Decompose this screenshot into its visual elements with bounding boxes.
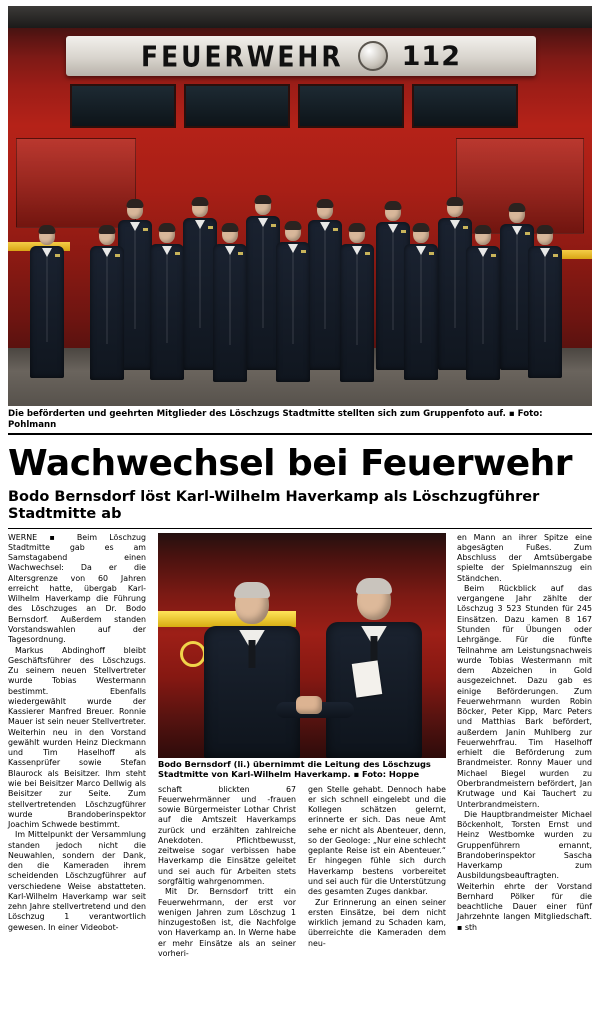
person — [308, 200, 342, 370]
divider-thin — [8, 528, 592, 529]
truck-light-icon — [180, 641, 206, 667]
caption-text: Die beförderten und geehrten Mitglieder des Löschzugs Stadtmitte stellten sich zum Gruppenfoto auf. — [8, 409, 506, 419]
person — [213, 224, 247, 382]
divider-thick — [8, 433, 592, 435]
page-subtitle: Bodo Bernsdorf löst Karl-Wilhelm Haverkamp als Löschzugführer Stadtmitte ab — [8, 489, 540, 522]
banner-number-label: 112 — [401, 40, 461, 72]
person — [340, 224, 374, 382]
person — [466, 226, 500, 380]
paragraph: Im Mittelpunkt der Versammlung standen jedoch nicht die Neuwahlen, sondern der Dank, den die Kameraden ihrem scheidenden Löschzugführer auf verschiedene Weise abstatteten. Karl-Wilhelm Haverkamp war seit zehn Jahre stellvertretend und den Löschzug 1 verantwortlich gewesen. In einer Videobot- — [8, 830, 146, 932]
column-4 — [457, 533, 592, 933]
head — [235, 584, 269, 624]
person — [246, 196, 280, 370]
person — [404, 224, 438, 380]
banner-word-label: FEUERWEHR — [141, 39, 344, 73]
person — [90, 226, 124, 380]
person — [30, 226, 64, 378]
paragraph: Mit Dr. Bernsdorf tritt ein Feuerwehrmann, der erst vor wenigen Jahren zum Löschzug 1 hinzugestoßen ist, die Nachfolge von Haverkamp an. In Werne habe er mehr Einsätze als an seiner vorheri- — [158, 887, 296, 958]
person — [528, 226, 562, 378]
column-3 — [308, 785, 446, 949]
paragraph: schaft blickten 67 Feuerwehrmänner und -frauen sowie Bürgermeister Lothar Christ auf die Amtszeit Haverkamps zurück und erzählten zahlreiche Anekdoten. Pflichtbewusst, zeitweise sogar verbissen habe Haverkamp die Einsätze geleitet und sei auch für Arbeiten stets sorgfältig wahrgenommen. — [158, 784, 296, 886]
photo-credit: ▪ Foto: Pohlmann — [8, 409, 543, 430]
paragraph: WERNE ▪ Beim Löschzug Stadtmitte gab es am Samstagabend einen Wachwechsel: Da er die Altersgrenze von 60 Jahren erreicht hatte, übergab Karl-Wilhelm Haverkamp die Führung des Löschzuges an Dr. Bodo Bernsdorf. Außerdem standen Vorstandswahlen auf der Tagesordnung. — [8, 532, 146, 645]
paragraph: Markus Abdinghoff bleibt Geschäftsführer des Löschzugs. Zu seinem neuen Stellvertreter wurde Tobias Westermann bestimmt. Ebenfalls wiedergewählt wurde der Kassierer Manfred Breuer. Ronnie Mauer ist sein neuer Stellvertreter. Weiterhin neu in den Vorstand gewählt wurden Heinz Dieckmann und Tim Haselhoff als Kassenprüfer sowie Stefan Blaurock als Beisitzer. Ihm steht wie bei Beisitzer Marco Dellwig als Beisitzer zur Seite. Zum stellvertretenden Löschzugführer wurde Brandoberinspektor Joachim Schwede bestimmt. — [8, 645, 146, 830]
caption-text: Bodo Bernsdorf (li.) übernimmt die Leitung des Löschzugs Stadtmitte von Karl-Wilhelm Haverkamp. — [158, 758, 431, 779]
person-bernsdorf — [204, 584, 300, 758]
emblem-icon — [358, 41, 388, 71]
paragraph: Die Hauptbrandmeister Michael Böckenholt, Torsten Ernst und Heinz Westbomke wurden zu Gruppenführern ernannt, Brandoberinspektor Sascha Haverkamp zum Ausbildungsbeauftragten. Weiterhin ehrte der Vorstand Bernhard Pölker für die beachtliche Dauer einer fünf Jahrzehnte langen Mitgliedschaft. ▪ sth — [457, 809, 592, 932]
group-photo-caption — [8, 406, 592, 432]
head — [357, 580, 391, 620]
person — [150, 224, 184, 380]
garage-ceiling — [8, 6, 592, 28]
paragraph: Zur Erinnerung an einen seiner ersten Einsätze, bei dem nicht wirklich jemand zu Schaden kam, überreichte die Kameraden dem neu- — [308, 897, 446, 948]
people-group — [8, 70, 592, 370]
column-2 — [158, 785, 296, 960]
article-columns — [8, 533, 592, 1003]
paragraph: Beim Rückblick auf das vergangene Jahr zählte der Löschzug 3 523 Stunden für 245 Einsätzen. Dazu kamen 8 167 Stunden für Übungen oder Lehrgänge. Für die fünfte Teilnahme am Leistungsnachweis wurde Tobias Westermann mit dem Abzeichen in Gold ausgezeichnet. Dazu gab es einige Beförderungen. Zum Feuerwehrmann wurden Robin Böcker, Peter Kipp, Marc Peters und Matthias Bark befördert, außerdem Janin Muhlberg zur Feuerwehrfrau. Tim Haselhoff erhielt die Beförderung zum Brandmeister. Ronny Mauer und Michael Biegel wurden zu Oberbrandmeistern befördert, Jan Krutwage und Kai Tauchert zu Unterbrandmeistern. — [457, 583, 592, 809]
column-1 — [8, 533, 146, 933]
person — [276, 222, 310, 382]
handover-photo-caption — [158, 759, 446, 780]
paragraph: gen Stelle gehabt. Dennoch habe er sich schnell eingelebt und die Kollegen schätzen gelernt, erinnerte er sich. Das neue Amt sehe er nicht als Abenteuer, denn, so der Geologe: „Nur eine schlecht geplante Reise ist ein Abenteuer.“ Er hingegen fühle sich durch Haverkamp bestens vorbereitet und sei auch für die Unterstützung des gesamten Zuges dankbar. — [308, 784, 446, 897]
uniform-body — [204, 626, 300, 758]
paragraph: en Mann an ihrer Spitze eine abgesägten Fußes. Zum Abschluss der Amtsübergabe spielte der Spielmannszug ein Ständchen. — [457, 532, 592, 583]
person — [183, 198, 217, 370]
certificate-paper — [352, 660, 382, 697]
handshake — [296, 696, 322, 714]
page-title: Wachwechsel bei Feuerwehr — [8, 443, 573, 485]
group-photo — [8, 6, 592, 406]
photo-credit: ▪ Foto: Hoppe — [353, 768, 420, 779]
handover-photo — [158, 533, 446, 758]
